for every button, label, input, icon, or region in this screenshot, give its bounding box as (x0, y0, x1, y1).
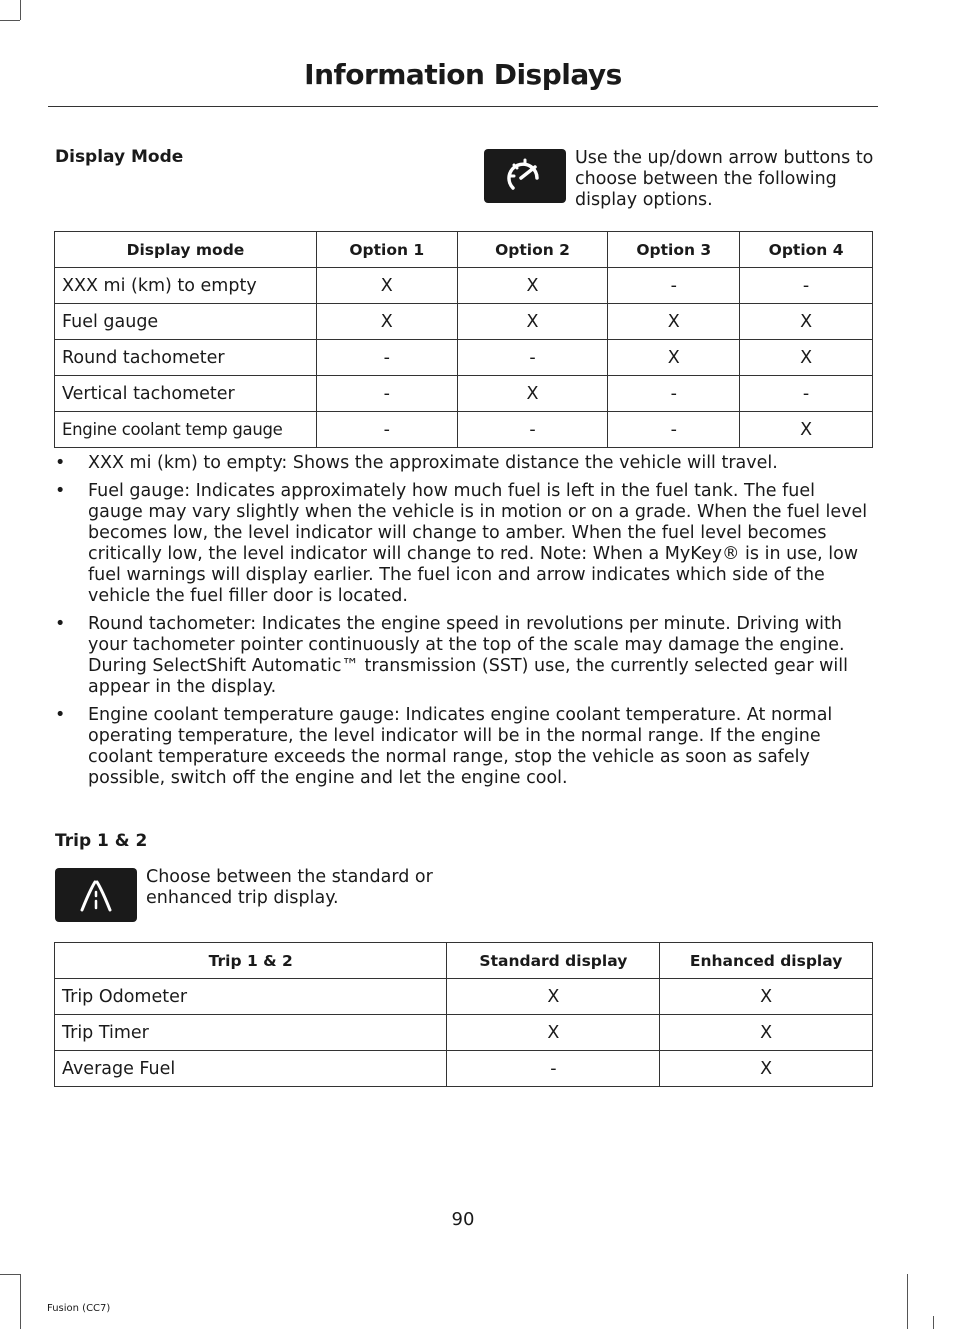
table-cell: X (316, 304, 457, 340)
list-item (55, 453, 873, 474)
list-item (55, 705, 873, 789)
column-header: Enhanced display (660, 943, 873, 979)
table-row (55, 376, 873, 412)
column-header: Option 3 (608, 232, 740, 268)
table-cell: X (447, 1015, 660, 1051)
column-header: Display mode (55, 232, 317, 268)
row-label: Round tachometer (55, 340, 317, 376)
table-row (55, 340, 873, 376)
footer-model: Fusion (CC7) (47, 1303, 111, 1314)
column-header: Trip 1 & 2 (55, 943, 447, 979)
page-number: 90 (451, 1209, 475, 1230)
list-item-text: XXX mi (km) to empty: Shows the approximate distance the vehicle will travel. (88, 453, 778, 473)
table-cell: X (660, 979, 873, 1015)
row-label: Fuel gauge (55, 304, 317, 340)
column-header: Option 4 (740, 232, 873, 268)
row-label: Vertical tachometer (55, 376, 317, 412)
display-mode-description: Use the up/down arrow buttons to choose between the following display options. (575, 148, 874, 210)
bullet-marker: • (55, 453, 66, 473)
road-icon (55, 868, 137, 922)
bullet-marker: • (55, 705, 66, 725)
table-cell: X (740, 412, 873, 448)
table-cell: X (608, 340, 740, 376)
row-label: Trip Odometer (55, 979, 447, 1015)
display-mode-table (54, 231, 873, 448)
crop-mark (907, 1274, 908, 1329)
table-row (55, 1051, 873, 1087)
row-label: XXX mi (km) to empty (55, 268, 317, 304)
table-cell: - (447, 1051, 660, 1087)
table-cell: X (740, 340, 873, 376)
bullet-marker: • (55, 614, 66, 634)
table-cell: X (660, 1051, 873, 1087)
list-item-text: Fuel gauge: Indicates approximately how much fuel is left in the fuel tank. The fuel gauge may vary slightly when the vehicle is in motion or on a grade. When the fuel level becomes low, the level indicator will change to amber. When the fuel level becomes critically low, the level indicator will change to red. Note: When a MyKey® is in use, low fuel warnings will display earlier. The fuel icon and arrow indicates which side of the vehicle the fuel filler door is located. (88, 481, 868, 606)
table-cell: X (447, 979, 660, 1015)
table-cell: X (457, 376, 608, 412)
crop-mark (20, 1274, 21, 1329)
table-cell: - (316, 376, 457, 412)
table-cell: - (608, 376, 740, 412)
table-cell: - (740, 376, 873, 412)
table-cell: X (457, 268, 608, 304)
list-item (55, 614, 873, 698)
table-cell: - (316, 412, 457, 448)
trip-table (54, 942, 873, 1087)
bullet-marker: • (55, 481, 66, 501)
row-label: Trip Timer (55, 1015, 447, 1051)
crop-mark (0, 20, 20, 21)
trip-heading: Trip 1 & 2 (55, 831, 148, 851)
row-label: Average Fuel (55, 1051, 447, 1087)
table-cell: X (316, 268, 457, 304)
table-cell: X (457, 304, 608, 340)
row-label: Engine coolant temp gauge (55, 412, 317, 448)
crop-mark (0, 1274, 20, 1275)
table-cell: - (608, 268, 740, 304)
table-header-row (55, 943, 873, 979)
display-mode-notes (55, 453, 873, 796)
crop-mark (20, 0, 21, 20)
crop-mark (933, 1316, 934, 1329)
table-cell: - (608, 412, 740, 448)
table-cell: - (740, 268, 873, 304)
table-cell: X (608, 304, 740, 340)
table-cell: - (457, 412, 608, 448)
trip-description: Choose between the standard or enhanced trip display. (146, 867, 433, 908)
table-row (55, 979, 873, 1015)
display-mode-heading: Display Mode (55, 147, 184, 167)
page-title: Information Displays (304, 58, 622, 91)
list-item (55, 481, 873, 607)
list-item-text: Engine coolant temperature gauge: Indicates engine coolant temperature. At normal operating temperature, the level indicator will be in the normal range. If the engine coolant temperature exceeds the normal range, stop the vehicle as soon as safely possible, switch off the engine and let the engine cool. (88, 705, 833, 788)
table-row (55, 268, 873, 304)
speedometer-icon (484, 149, 566, 203)
table-header-row (55, 232, 873, 268)
table-row (55, 1015, 873, 1051)
column-header: Option 2 (457, 232, 608, 268)
column-header: Standard display (447, 943, 660, 979)
table-row (55, 304, 873, 340)
table-row (55, 412, 873, 448)
table-cell: - (457, 340, 608, 376)
table-cell: X (740, 304, 873, 340)
column-header: Option 1 (316, 232, 457, 268)
table-cell: X (660, 1015, 873, 1051)
table-cell: - (316, 340, 457, 376)
title-divider (48, 106, 878, 107)
list-item-text: Round tachometer: Indicates the engine speed in revolutions per minute. Driving with your tachometer pointer continuously at the top of the scale may damage the engine. During SelectShift Automatic™ transmission (SST) use, the currently selected gear will appear in the display. (88, 614, 848, 697)
